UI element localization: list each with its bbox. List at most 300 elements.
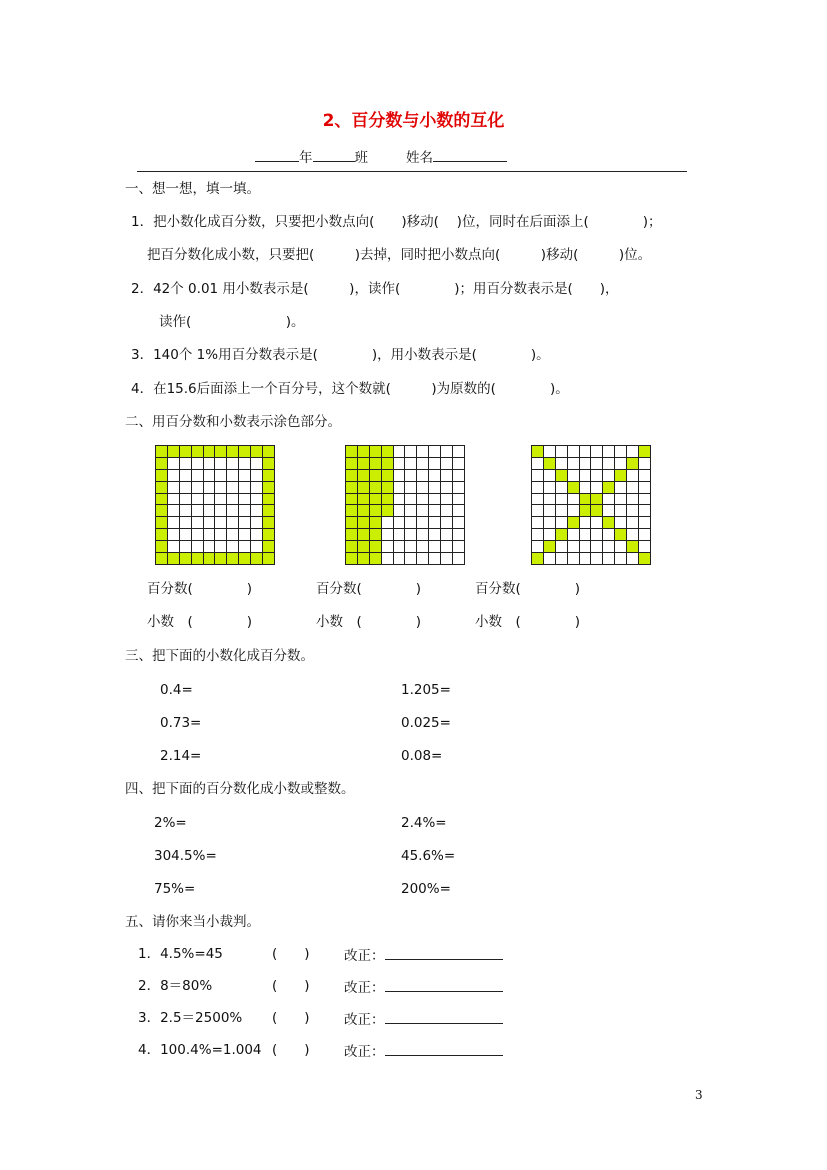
grid-cell-shaded (382, 494, 394, 506)
grid-cell-shaded (180, 446, 192, 458)
grid-cell (394, 517, 406, 529)
grid-cell (215, 517, 227, 529)
grid-cell-shaded (251, 446, 263, 458)
grid-cell (168, 505, 180, 517)
class-label: 班 (354, 150, 368, 166)
grid-cell (192, 482, 204, 494)
judge-answer-paren[interactable]: ( ) (272, 946, 310, 962)
grid-cell-shaded (370, 541, 382, 553)
grid-cell (227, 529, 239, 541)
grid-cell (239, 529, 251, 541)
grid-cell (394, 470, 406, 482)
grid-cell (429, 458, 441, 470)
grid-cell-shaded (532, 553, 544, 565)
grid-cell (556, 446, 568, 458)
grid-cell (215, 482, 227, 494)
grid-cell (227, 482, 239, 494)
grid-cell (453, 505, 465, 517)
grid-cell (215, 470, 227, 482)
grid-cell (556, 517, 568, 529)
grid-cell (580, 529, 592, 541)
grid-cell (532, 517, 544, 529)
section-2-heading: 二、用百分数和小数表示涂色部分。 (125, 414, 341, 430)
grid-cell-shaded (204, 553, 216, 565)
grid-cell (180, 494, 192, 506)
grid-cell-shaded (192, 446, 204, 458)
grid-cell-shaded (192, 553, 204, 565)
grid-cell (580, 541, 592, 553)
grid-cell (639, 541, 651, 553)
judge-answer-paren[interactable]: ( ) (272, 1042, 310, 1058)
grid-cell (239, 505, 251, 517)
grid-cell (441, 482, 453, 494)
grid-cell (580, 458, 592, 470)
grid-cell (627, 494, 639, 506)
judge-question: 1．4.5%=45 (138, 946, 223, 962)
grid-cell (215, 505, 227, 517)
grid-cell (405, 482, 417, 494)
grid-cell-shaded (156, 458, 168, 470)
grid-cell-shaded (370, 505, 382, 517)
grid-cell (382, 517, 394, 529)
grid-cell-shaded (346, 446, 358, 458)
grid-cell-shaded (358, 494, 370, 506)
grid-cell (405, 505, 417, 517)
grid-cell (568, 494, 580, 506)
grid-cell-shaded (358, 529, 370, 541)
grid-cell (591, 458, 603, 470)
grid-cell (544, 517, 556, 529)
grid-cell-shaded (556, 529, 568, 541)
grid-cell (215, 529, 227, 541)
grid-cell (394, 541, 406, 553)
grid-cell (239, 470, 251, 482)
grid-cell (556, 553, 568, 565)
grid-cell (192, 529, 204, 541)
grid-cell (639, 482, 651, 494)
grid-cell-shaded (346, 541, 358, 553)
grid-cell (639, 458, 651, 470)
grid-cell (405, 517, 417, 529)
grid-2-decimal-label: 小数 ( ) (316, 614, 422, 630)
grid-cell-shaded (215, 553, 227, 565)
judge-question: 3．2.5＝2500% (138, 1010, 243, 1026)
grid-cell (417, 494, 429, 506)
percent-item: 2.4%= (401, 815, 447, 831)
decimal-item: 2.14= (160, 748, 202, 764)
grid-cell (441, 446, 453, 458)
judge-answer-paren[interactable]: ( ) (272, 978, 310, 994)
percent-item: 45.6%= (401, 848, 456, 864)
grid-cell (417, 541, 429, 553)
grid-cell-shaded (603, 482, 615, 494)
grid-cell (394, 482, 406, 494)
grid-cell-shaded (358, 446, 370, 458)
grid-cell (568, 470, 580, 482)
grid-cell-shaded (263, 517, 275, 529)
grid-cell (453, 517, 465, 529)
grid-cell (615, 446, 627, 458)
grid-cell (453, 529, 465, 541)
question-4: 4．在15.6后面添上一个百分号，这个数就( )为原数的( )。 (131, 381, 569, 397)
grid-cell (591, 541, 603, 553)
grid-cell-shaded (156, 517, 168, 529)
hundred-grid-3 (531, 445, 651, 565)
grid-cell (591, 470, 603, 482)
question-3: 3．140个 1%用百分数表示是( )，用小数表示是( )。 (131, 347, 550, 363)
class-info-line (255, 147, 507, 167)
grid-cell-shaded (263, 470, 275, 482)
grid-cell-shaded (382, 446, 394, 458)
grid-cell (544, 482, 556, 494)
grid-cell (615, 494, 627, 506)
grid-cell (603, 529, 615, 541)
grid-cell-shaded (346, 517, 358, 529)
grid-cell (180, 458, 192, 470)
grid-cell-shaded (156, 541, 168, 553)
grid-cell (227, 517, 239, 529)
percent-item: 304.5%= (154, 848, 217, 864)
grid-cell-shaded (346, 458, 358, 470)
grid-cell-shaded (382, 458, 394, 470)
grid-cell-shaded (156, 494, 168, 506)
grid-cell (239, 458, 251, 470)
grid-cell (591, 517, 603, 529)
grid-cell (382, 541, 394, 553)
grid-cell (192, 541, 204, 553)
grid-cell-shaded (370, 494, 382, 506)
grid-cell (580, 470, 592, 482)
grid-cell (627, 553, 639, 565)
grid-cell (603, 494, 615, 506)
percent-item: 2%= (154, 815, 187, 831)
grid-cell (168, 482, 180, 494)
grid-cell (251, 541, 263, 553)
grid-cell (239, 517, 251, 529)
grid-cell-shaded (263, 458, 275, 470)
grid-cell (251, 482, 263, 494)
grid-cell (544, 553, 556, 565)
grid-cell (417, 529, 429, 541)
grid-cell (180, 517, 192, 529)
grid-cell-shaded (358, 553, 370, 565)
grid-cell-shaded (215, 446, 227, 458)
grid-cell-shaded (370, 529, 382, 541)
grid-cell (192, 458, 204, 470)
grid-cell-shaded (532, 446, 544, 458)
grid-cell (204, 541, 216, 553)
grid-cell (405, 529, 417, 541)
grid-cell (204, 505, 216, 517)
grid-cell (591, 446, 603, 458)
grid-cell (394, 553, 406, 565)
grid-cell (382, 553, 394, 565)
grid-cell (453, 494, 465, 506)
grid-cell (627, 446, 639, 458)
hundred-grid-1 (155, 445, 275, 565)
grid-cell (180, 470, 192, 482)
grid-cell-shaded (263, 494, 275, 506)
question-2-line-2: 读作( )。 (159, 314, 305, 330)
grid-cell (204, 458, 216, 470)
grid-1-percent-label: 百分数( ) (147, 581, 253, 597)
grid-cell (615, 505, 627, 517)
grid-cell (441, 505, 453, 517)
grid-cell (192, 517, 204, 529)
grid-cell (251, 470, 263, 482)
grid-cell (251, 505, 263, 517)
grid-cell (168, 517, 180, 529)
section-3-heading: 三、把下面的小数化成百分数。 (125, 648, 314, 664)
grid-cell (639, 505, 651, 517)
grid-cell (180, 541, 192, 553)
grid-3-percent-label: 百分数( ) (475, 581, 581, 597)
judge-answer-paren[interactable]: ( ) (272, 1010, 310, 1026)
grid-cell-shaded (627, 458, 639, 470)
grid-cell (204, 470, 216, 482)
page-number: 3 (695, 1088, 703, 1102)
grid-cell (417, 458, 429, 470)
grid-cell (405, 553, 417, 565)
question-1-line-2: 把百分数化成小数，只要把( )去掉，同时把小数点向( )移动( )位。 (147, 247, 652, 263)
grid-cell (180, 482, 192, 494)
decimal-item: 0.73= (160, 715, 202, 731)
grid-cell (556, 541, 568, 553)
correction-blank[interactable] (385, 1041, 503, 1056)
decimal-item: 1.205= (401, 682, 451, 698)
grid-cell-shaded (544, 541, 556, 553)
question-2-line-1: 2．42个 0.01 用小数表示是( )，读作( )；用百分数表示是( )， (131, 281, 619, 297)
grid-cell (556, 482, 568, 494)
grid-cell (168, 494, 180, 506)
grid-cell (251, 529, 263, 541)
grid-cell (204, 482, 216, 494)
grid-cell-shaded (346, 470, 358, 482)
grid-cell (568, 541, 580, 553)
percent-item: 200%= (401, 881, 451, 897)
grid-cell (556, 458, 568, 470)
grid-cell-shaded (358, 482, 370, 494)
grid-cell (405, 458, 417, 470)
grid-cell (591, 482, 603, 494)
grid-cell (615, 553, 627, 565)
grid-cell (405, 541, 417, 553)
grid-cell-shaded (358, 458, 370, 470)
grid-cell (441, 541, 453, 553)
grid-cell (453, 458, 465, 470)
grid-cell (429, 505, 441, 517)
grid-cell (615, 517, 627, 529)
grid-cell (453, 482, 465, 494)
grid-cell (239, 494, 251, 506)
correction-label: 改正： (344, 977, 503, 997)
grid-cell (532, 529, 544, 541)
grid-cell-shaded (556, 470, 568, 482)
grid-cell (429, 529, 441, 541)
grid-cell-shaded (168, 553, 180, 565)
grid-cell-shaded (382, 470, 394, 482)
grid-cell-shaded (156, 470, 168, 482)
grid-cell-shaded (568, 517, 580, 529)
grid-cell (215, 458, 227, 470)
grid-cell-shaded (263, 446, 275, 458)
grid-cell (544, 494, 556, 506)
grid-cell-shaded (156, 446, 168, 458)
grid-cell-shaded (346, 482, 358, 494)
grid-cell (556, 494, 568, 506)
grid-cell-shaded (156, 529, 168, 541)
grid-cell-shaded (580, 505, 592, 517)
grid-cell (429, 517, 441, 529)
grid-cell (180, 505, 192, 517)
section-4-heading: 四、把下面的百分数化成小数或整数。 (125, 781, 355, 797)
grid-cell (580, 446, 592, 458)
grid-cell (453, 446, 465, 458)
question-1-line-1: 1．把小数化成百分数，只要把小数点向( )移动( )位，同时在后面添上( )； (131, 214, 662, 230)
grid-cell (544, 446, 556, 458)
grid-cell (227, 458, 239, 470)
grid-cell (394, 446, 406, 458)
grid-cell-shaded (358, 470, 370, 482)
grid-cell (532, 505, 544, 517)
grid-cell (568, 458, 580, 470)
grid-cell-shaded (382, 482, 394, 494)
grid-cell-shaded (370, 517, 382, 529)
grid-cell (441, 470, 453, 482)
grid-cell (639, 517, 651, 529)
grid-cell (591, 553, 603, 565)
grid-cell (215, 541, 227, 553)
year-blank[interactable] (255, 147, 299, 162)
grid-cell (215, 494, 227, 506)
grid-cell (603, 553, 615, 565)
grid-cell (615, 482, 627, 494)
grid-cell (627, 482, 639, 494)
grid-cell (639, 470, 651, 482)
grid-cell (227, 505, 239, 517)
grid-cell-shaded (227, 553, 239, 565)
grid-cell-shaded (156, 505, 168, 517)
grid-cell (532, 541, 544, 553)
grid-cell (168, 470, 180, 482)
grid-cell (532, 458, 544, 470)
grid-cell-shaded (263, 505, 275, 517)
grid-cell (627, 529, 639, 541)
grid-cell-shaded (251, 553, 263, 565)
class-blank[interactable] (313, 147, 355, 162)
grid-cell (429, 446, 441, 458)
section-5-heading: 五、请你来当小裁判。 (125, 914, 260, 930)
grid-cell (532, 494, 544, 506)
grid-cell (192, 470, 204, 482)
grid-cell (556, 505, 568, 517)
grid-cell-shaded (544, 458, 556, 470)
judge-question: 2．8＝80% (138, 978, 213, 994)
grid-cell-shaded (358, 541, 370, 553)
grid-cell (441, 494, 453, 506)
grid-cell (180, 529, 192, 541)
decimal-item: 0.025= (401, 715, 451, 731)
grid-cell (251, 494, 263, 506)
grid-cell (603, 541, 615, 553)
grid-cell (591, 529, 603, 541)
grid-cell (394, 505, 406, 517)
name-blank[interactable] (433, 147, 507, 162)
grid-cell (251, 517, 263, 529)
percent-item: 75%= (154, 881, 196, 897)
grid-cell (417, 517, 429, 529)
grid-cell (429, 553, 441, 565)
correction-blank[interactable] (385, 1009, 503, 1024)
grid-cell (627, 505, 639, 517)
grid-cell-shaded (370, 553, 382, 565)
grid-cell-shaded (358, 505, 370, 517)
grid-cell (532, 482, 544, 494)
grid-cell (168, 529, 180, 541)
correction-blank[interactable] (385, 977, 503, 992)
grid-cell (168, 541, 180, 553)
grid-cell-shaded (580, 494, 592, 506)
correction-label: 改正： (344, 945, 503, 965)
decimal-item: 0.4= (160, 682, 193, 698)
grid-cell (580, 553, 592, 565)
grid-cell-shaded (370, 470, 382, 482)
grid-cell-shaded (615, 470, 627, 482)
grid-cell-shaded (180, 553, 192, 565)
section-1-heading: 一、想一想，填一填。 (125, 181, 260, 197)
grid-cell-shaded (156, 553, 168, 565)
grid-cell-shaded (591, 494, 603, 506)
grid-cell (429, 494, 441, 506)
grid-cell (615, 541, 627, 553)
grid-3-decimal-label: 小数 ( ) (475, 614, 581, 630)
grid-cell-shaded (568, 482, 580, 494)
correction-blank[interactable] (385, 945, 503, 960)
grid-cell (639, 494, 651, 506)
grid-cell-shaded (615, 529, 627, 541)
grid-cell (429, 541, 441, 553)
grid-cell-shaded (263, 529, 275, 541)
grid-cell-shaded (603, 517, 615, 529)
grid-cell (627, 517, 639, 529)
grid-cell (568, 529, 580, 541)
grid-cell (580, 482, 592, 494)
header-rule (137, 171, 687, 172)
grid-cell (405, 446, 417, 458)
grid-cell-shaded (358, 517, 370, 529)
grid-cell (453, 541, 465, 553)
grid-cell-shaded (346, 529, 358, 541)
correction-label: 改正： (344, 1009, 503, 1029)
grid-cell (417, 553, 429, 565)
grid-cell (441, 529, 453, 541)
grid-cell (603, 446, 615, 458)
decimal-item: 0.08= (401, 748, 443, 764)
grid-cell (192, 505, 204, 517)
grid-cell-shaded (382, 505, 394, 517)
grid-cell-shaded (156, 482, 168, 494)
grid-cell (417, 505, 429, 517)
grid-cell-shaded (263, 553, 275, 565)
grid-cell-shaded (227, 446, 239, 458)
grid-cell (394, 529, 406, 541)
grid-cell (394, 458, 406, 470)
grid-cell (204, 494, 216, 506)
name-label: 姓名 (406, 150, 433, 166)
grid-cell (568, 505, 580, 517)
grid-cell (227, 494, 239, 506)
grid-cell-shaded (639, 446, 651, 458)
